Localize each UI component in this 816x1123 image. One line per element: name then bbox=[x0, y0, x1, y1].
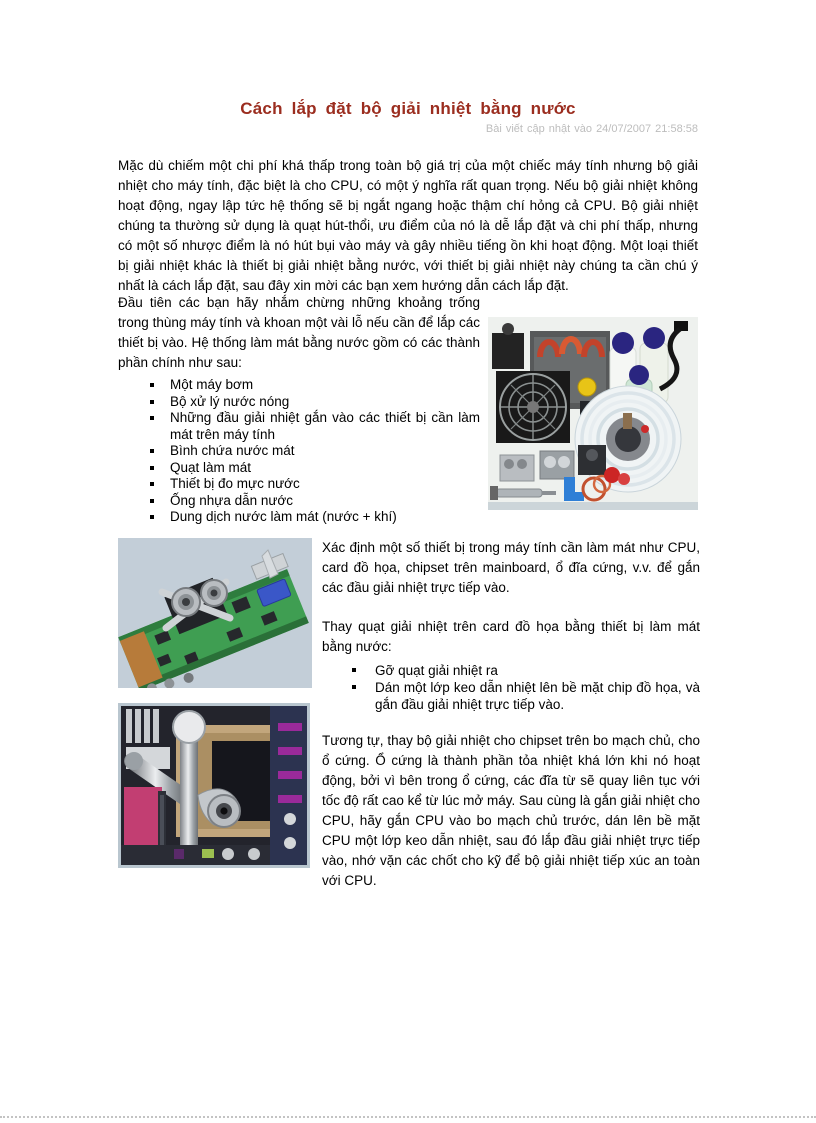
list-item: Quạt làm mát bbox=[148, 460, 480, 477]
list-item: Gỡ quạt giải nhiệt ra bbox=[350, 662, 700, 679]
rest-paragraph: Tương tự, thay bộ giải nhiệt cho chipset trên bo mạch chủ, cho ổ cứng. Ổ cứng là thành phần tỏa nhiệt khá lớn khi nó hoạt động, bởi vì bên trong ổ cứng, các đĩa từ sẽ quay liên tục với tốc độ rất cao kể từ lúc mở máy. Sau cùng là gắn giải nhiệt cho CPU, hãy gắn CPU vào bo mạch chủ trước, dán lên bề mặt CPU một lớp keo dẫn nhiệt, sau đó lắp đầu giải nhiệt trực tiếp vào, nhớ vặn các chốt cho kỹ để bộ giải nhiệt tiếp xúc an toàn với CPU. bbox=[322, 733, 700, 888]
install-section bbox=[322, 538, 700, 891]
gpu-steps-list bbox=[322, 662, 700, 713]
water-cooling-kit-photo bbox=[488, 317, 698, 510]
list-item: Dung dịch nước làm mát (nước + khí) bbox=[148, 509, 480, 526]
preparation-section bbox=[118, 293, 480, 526]
identify-paragraph: Xác định một số thiết bị trong máy tính cần làm mát như CPU, card đồ họa, chipset trên mainboard, ổ đĩa cứng, v.v. để gắn các đầu giải nhiệt trực tiếp vào. bbox=[322, 540, 700, 595]
list-item: Những đầu giải nhiệt gắn vào các thiết bị cần làm mát trên máy tính bbox=[148, 410, 480, 443]
list-item: Thiết bị đo mực nước bbox=[148, 476, 480, 493]
components-list bbox=[118, 377, 480, 526]
updated-timestamp: Bài viết cập nhật vào 24/07/2007 21:58:58 bbox=[485, 123, 698, 135]
replace-gpu-paragraph: Thay quạt giải nhiệt trên card đồ họa bằng thiết bị làm mát bằng nước: bbox=[322, 619, 700, 654]
list-item: Bình chứa nước mát bbox=[148, 443, 480, 460]
page-title: Cách lắp đặt bộ giải nhiệt bằng nước bbox=[240, 99, 576, 118]
list-item: Một máy bơm bbox=[148, 377, 480, 394]
page-bottom-divider bbox=[0, 1116, 816, 1118]
prep-lead-paragraph: Đầu tiên các bạn hãy nhắm chừng những khoảng trống trong thùng máy tính và khoan một vài lỗ nếu cần để lắp các thiết bị vào. Hệ thống làm mát bằng nước gồm có các thành phần chính như sau: bbox=[118, 295, 480, 370]
list-item: Dán một lớp keo dẫn nhiệt lên bề mặt chip đồ họa, và gắn đầu giải nhiệt trực tiếp vào. bbox=[350, 679, 700, 713]
list-item: Ống nhựa dẫn nước bbox=[148, 493, 480, 510]
list-item: Bộ xử lý nước nóng bbox=[148, 394, 480, 411]
intro-paragraph: Mặc dù chiếm một chi phí khá thấp trong toàn bộ giá trị của một chiếc máy tính nhưng bộ giải nhiệt cho máy tính, đặc biệt là cho CPU, có một ý nghĩa rất quan trọng. Nếu bộ giải nhiệt không hoạt động, ngay lập tức hệ thống sẽ bị ngắt ngang hoặc thậm chí hỏng cả CPU. Bộ giải nhiệt chúng ta thường sử dụng là quạt hút-thổi, ưu điểm của nó là dễ lắp đặt và chi phí thấp, nhưng có một số nhược điểm là nó hút bụi vào máy và gây nhiều tiếng ồn khi hoạt động. Một loại thiết bị giải nhiệt khác là thiết bị giải nhiệt bằng nước, với thiết bị giải nhiệt này chúng ta cần chú ý nhất là cách lắp đặt, sau đây xin mời các bạn xem hướng dẫn cách lắp đặt. bbox=[118, 158, 698, 293]
case-interior-waterblock-photo bbox=[118, 703, 310, 868]
graphics-card-waterblock-photo bbox=[118, 538, 312, 688]
